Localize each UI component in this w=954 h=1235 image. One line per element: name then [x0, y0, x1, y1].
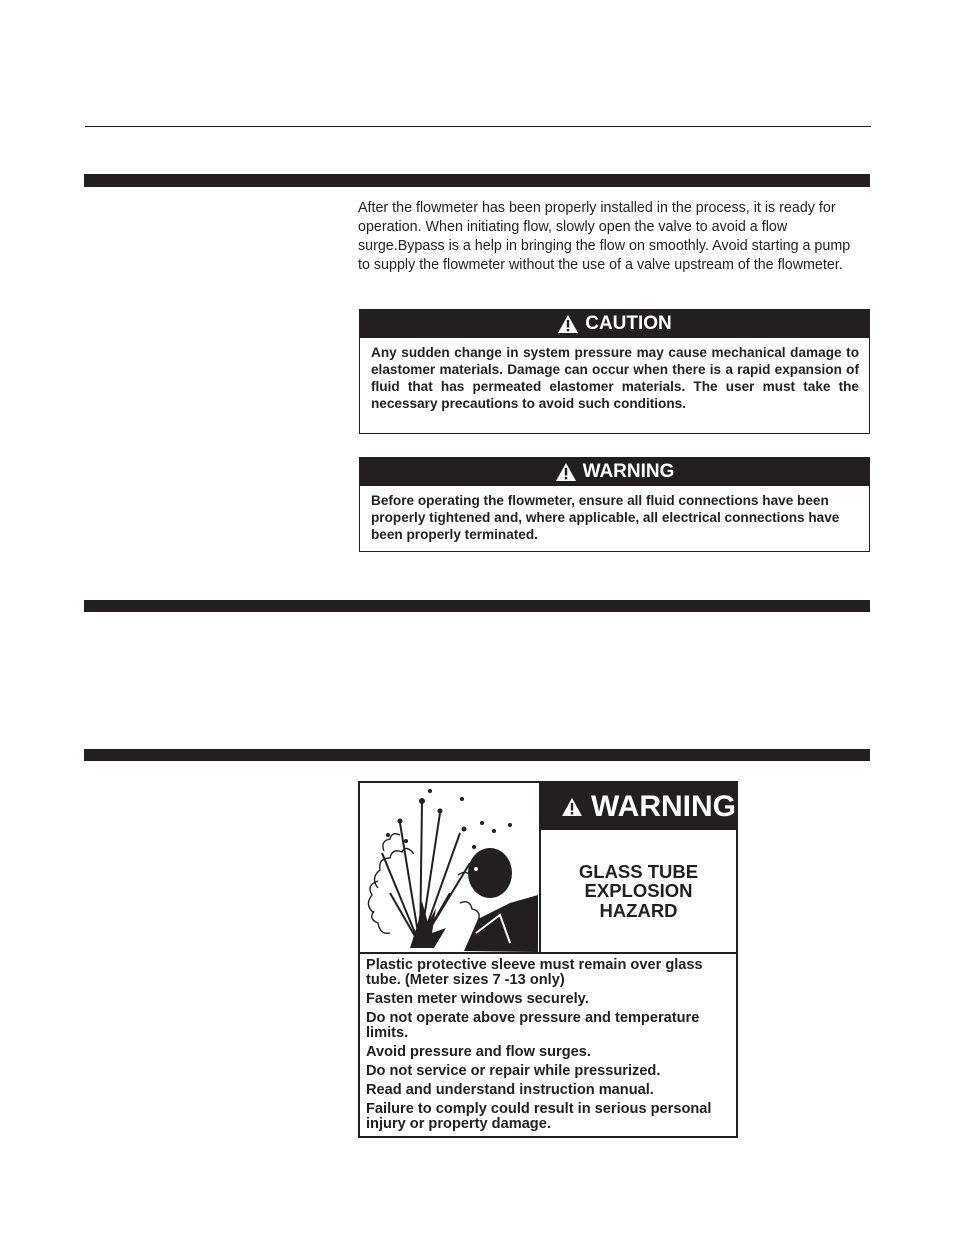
warning-box — [359, 457, 870, 552]
instruction-item: Do not operate above pressure and temperature limits. — [366, 1010, 700, 1041]
hazard-line-3: HAZARD — [599, 899, 678, 921]
hazard-title — [541, 830, 736, 952]
caution-box — [359, 309, 870, 434]
hazard-line-1: GLASS TUBE — [578, 860, 699, 882]
instruction-item: Read and understand instruction manual. — [366, 1082, 654, 1098]
warning-text: Before operating the flowmeter, ensure all fluid connections have been properly tightened and, where applicable, all electrical connections have been properly terminated. — [371, 493, 840, 542]
instruction-item: Failure to comply could result in serious personal injury or property damage. — [366, 1101, 712, 1132]
caution-header — [360, 310, 869, 338]
warning-triangle-icon — [561, 796, 583, 818]
section-bar-2 — [84, 600, 870, 612]
header-rule — [85, 126, 871, 127]
warning-header — [360, 458, 869, 486]
section-bar-3 — [84, 749, 870, 761]
label-title: WARNING — [591, 789, 736, 823]
intro-paragraph: After the flowmeter has been properly installed in the process, it is ready for operation. When initiating flow, slowly open the valve to avoid a flow surge.Bypass is a help in bringing the flow on smoothly. Avoid starting a pump to supply the flowmeter without the use of a valve upstream of the flowmeter. — [358, 200, 851, 273]
instruction-item: Plastic protective sleeve must remain over glass tube. (Meter sizes 7 -13 only) — [366, 957, 703, 988]
label-instructions — [366, 958, 728, 1136]
warning-triangle-icon — [557, 314, 579, 334]
warning-triangle-icon — [555, 462, 577, 482]
hazard-line-2: EXPLOSION — [584, 880, 693, 902]
explosion-pictogram-icon — [360, 783, 539, 952]
section-bar-1 — [84, 174, 870, 187]
caution-text: Any sudden change in system pressure may cause mechanical damage to elastomer materials. Damage can occur when there is a rapid expansion of fluid that has permeated elastomer materials. The user must take the necessary precautions to avoid such conditions. — [371, 345, 859, 411]
caution-title: CAUTION — [585, 313, 672, 334]
explosion-illustration — [360, 783, 541, 952]
instruction-item: Fasten meter windows securely. — [366, 991, 589, 1007]
explosion-hazard-label — [358, 781, 738, 1138]
instruction-item: Do not service or repair while pressurized. — [366, 1063, 661, 1079]
instruction-item: Avoid pressure and flow surges. — [366, 1044, 591, 1060]
label-divider — [360, 952, 736, 954]
label-header — [541, 783, 736, 830]
warning-title: WARNING — [582, 461, 675, 482]
